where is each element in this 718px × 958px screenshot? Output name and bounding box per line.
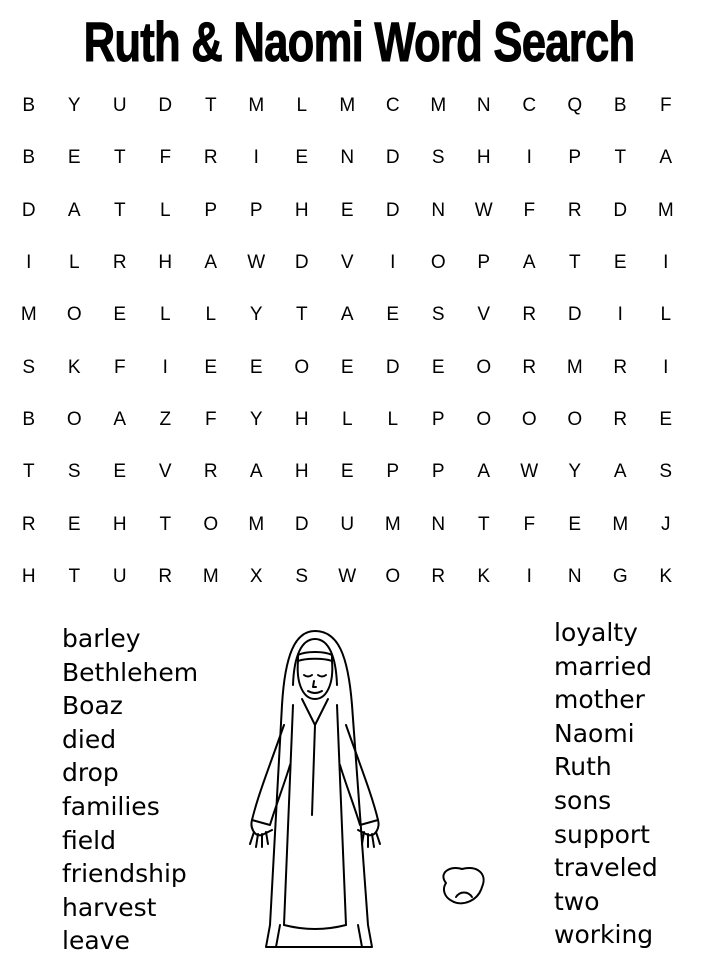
grid-letter: R <box>613 356 628 378</box>
grid-letter: E <box>340 199 354 221</box>
grid-letter: U <box>112 565 127 587</box>
grid-letter: B <box>22 147 36 169</box>
word-item: sons <box>554 785 612 815</box>
grid-letter: N <box>476 95 491 117</box>
grid-letter: S <box>295 565 309 587</box>
grid-letter: U <box>340 513 355 535</box>
grid-letter: L <box>159 304 171 326</box>
grid-letter: J <box>661 513 671 535</box>
grid-letter: B <box>22 408 36 430</box>
grid-letter: T <box>204 95 217 117</box>
grid-letter: M <box>248 95 265 117</box>
word-item: barley <box>62 624 141 653</box>
grid-letter: L <box>660 304 672 326</box>
grid-letter: S <box>67 461 81 483</box>
grid-letter: M <box>566 356 583 378</box>
grid-letter: A <box>477 461 491 483</box>
grid-letter: R <box>158 565 173 587</box>
grid-letter: V <box>158 461 172 483</box>
grid-letter: R <box>522 304 537 326</box>
word-item: Bethlehem <box>62 657 199 687</box>
grid-letter: M <box>339 95 356 117</box>
grid-letter: H <box>476 147 491 169</box>
word-item: working <box>554 920 654 950</box>
grid-letter: R <box>613 408 628 430</box>
grid-letter: V <box>477 304 491 326</box>
grid-letter: E <box>295 147 309 169</box>
grid-letter: L <box>159 199 171 221</box>
grid-letter: M <box>248 513 265 535</box>
grid-letter: N <box>431 199 446 221</box>
grid-letter: D <box>21 199 36 221</box>
grid-letter: F <box>159 147 172 169</box>
grid-letter: T <box>22 461 35 483</box>
grid-letter: D <box>385 356 400 378</box>
grid-letter: P <box>249 199 263 221</box>
grid-letter: R <box>21 513 36 535</box>
grid-letter: T <box>113 147 126 169</box>
grid-letter: S <box>659 461 673 483</box>
grid-letter: Z <box>159 408 172 430</box>
grid-letter: M <box>612 513 629 535</box>
grid-letter: P <box>386 461 400 483</box>
grid-letter: M <box>384 513 401 535</box>
grid-letter: I <box>162 356 168 378</box>
grid-letter: T <box>68 565 81 587</box>
grid-letter: A <box>659 147 673 169</box>
grid-letter: O <box>294 356 310 378</box>
grid-letter: P <box>568 147 582 169</box>
grid-letter: R <box>112 252 127 274</box>
grid-letter: W <box>338 565 357 587</box>
grid-letter: H <box>294 199 309 221</box>
word-item: died <box>62 724 117 754</box>
word-item: Naomi <box>554 718 635 748</box>
word-item: loyalty <box>554 618 638 647</box>
grid-letter: O <box>203 513 219 535</box>
grid-letter: N <box>567 565 582 587</box>
grid-letter: G <box>612 565 628 587</box>
grid-letter: H <box>21 565 36 587</box>
grid-letter: B <box>613 95 627 117</box>
grid-letter: A <box>67 199 81 221</box>
letter-grid <box>6 80 689 603</box>
grid-letter: Y <box>67 95 81 117</box>
naomi-illustration <box>240 625 540 955</box>
grid-letter: R <box>522 356 537 378</box>
grid-letter: E <box>386 304 400 326</box>
grid-letter: A <box>522 252 536 274</box>
grid-letter: C <box>385 95 400 117</box>
grid-letter: N <box>340 147 355 169</box>
grid-letter: A <box>204 252 218 274</box>
grid-letter: T <box>614 147 627 169</box>
word-item: traveled <box>554 853 658 883</box>
grid-letter: E <box>568 513 582 535</box>
grid-letter: Y <box>568 461 582 483</box>
grid-letter: D <box>158 95 173 117</box>
grid-letter: I <box>390 252 396 274</box>
word-item: drop <box>62 758 119 788</box>
grid-letter: I <box>526 565 532 587</box>
grid-letter: D <box>613 199 628 221</box>
grid-letter: E <box>113 304 127 326</box>
grid-letter: M <box>202 565 219 587</box>
word-item: Ruth <box>554 752 612 782</box>
grid-letter: I <box>663 356 669 378</box>
grid-letter: H <box>294 461 309 483</box>
page-title: Ruth & Naomi Word Search <box>83 10 635 73</box>
grid-letter: P <box>477 252 491 274</box>
word-item: families <box>62 791 160 821</box>
word-item: mother <box>554 685 645 715</box>
grid-letter: D <box>294 513 309 535</box>
grid-letter: H <box>112 513 127 535</box>
grid-letter: O <box>521 408 537 430</box>
grid-letter: T <box>159 513 172 535</box>
grid-letter: E <box>67 513 81 535</box>
grid-letter: M <box>430 95 447 117</box>
grid-letter: Y <box>249 304 263 326</box>
grid-letter: U <box>112 95 127 117</box>
grid-letter: M <box>20 304 37 326</box>
grid-letter: O <box>385 565 401 587</box>
grid-letter: D <box>294 252 309 274</box>
word-item: friendship <box>62 859 187 889</box>
grid-letter: D <box>567 304 582 326</box>
grid-letter: E <box>249 356 263 378</box>
grid-letter: I <box>253 147 259 169</box>
grid-letter: H <box>158 252 173 274</box>
word-item: field <box>62 825 116 855</box>
grid-letter: L <box>205 304 217 326</box>
grid-letter: L <box>296 95 308 117</box>
grid-letter: O <box>66 304 82 326</box>
grid-letter: R <box>431 565 446 587</box>
grid-letter: K <box>477 565 491 587</box>
grid-letter: O <box>66 408 82 430</box>
grid-letter: T <box>295 304 308 326</box>
grid-letter: R <box>203 147 218 169</box>
grid-letter: T <box>477 513 490 535</box>
grid-letter: R <box>567 199 582 221</box>
grid-letter: A <box>613 461 627 483</box>
grid-letter: Y <box>249 408 263 430</box>
grid-letter: A <box>340 304 354 326</box>
grid-letter: O <box>476 408 492 430</box>
grid-letter: A <box>113 408 127 430</box>
grid-letter: F <box>523 199 536 221</box>
word-item: harvest <box>62 892 157 922</box>
grid-letter: R <box>203 461 218 483</box>
grid-letter: K <box>67 356 81 378</box>
grid-letter: E <box>340 356 354 378</box>
grid-letter: I <box>663 252 669 274</box>
grid-letter: H <box>294 408 309 430</box>
grid-letter: S <box>22 356 36 378</box>
grid-letter: I <box>617 304 623 326</box>
grid-letter: T <box>568 252 581 274</box>
grid-letter: V <box>340 252 354 274</box>
word-item: leave <box>62 926 130 956</box>
grid-letter: I <box>526 147 532 169</box>
grid-letter: E <box>659 408 673 430</box>
grid-letter: L <box>68 252 80 274</box>
grid-letter: I <box>26 252 32 274</box>
grid-letter: Q <box>567 95 583 117</box>
grid-letter: X <box>249 565 263 587</box>
grid-letter: F <box>659 95 672 117</box>
grid-letter: F <box>113 356 126 378</box>
word-item: married <box>554 651 652 681</box>
word-item: support <box>554 819 650 849</box>
grid-letter: M <box>657 199 674 221</box>
grid-letter: S <box>431 304 445 326</box>
grid-letter: C <box>522 95 537 117</box>
grid-letter: O <box>430 252 446 274</box>
grid-letter: F <box>523 513 536 535</box>
grid-letter: L <box>341 408 353 430</box>
grid-letter: L <box>387 408 399 430</box>
grid-letter: E <box>340 461 354 483</box>
word-item: two <box>554 886 600 916</box>
grid-letter: K <box>659 565 673 587</box>
grid-letter: N <box>431 513 446 535</box>
grid-letter: B <box>22 95 36 117</box>
grid-letter: P <box>431 461 445 483</box>
grid-letter: D <box>385 199 400 221</box>
grid-letter: F <box>204 408 217 430</box>
grid-letter: A <box>249 461 263 483</box>
grid-letter: P <box>204 199 218 221</box>
word-list-right <box>554 616 658 952</box>
grid-letter: W <box>247 252 266 274</box>
grid-letter: W <box>520 461 539 483</box>
grid-letter: E <box>67 147 81 169</box>
grid-letter: T <box>113 199 126 221</box>
word-item: Boaz <box>62 691 123 721</box>
grid-letter: D <box>385 147 400 169</box>
grid-letter: E <box>431 356 445 378</box>
grid-letter: W <box>474 199 493 221</box>
grid-letter: P <box>431 408 445 430</box>
grid-letter: O <box>567 408 583 430</box>
grid-letter: S <box>431 147 445 169</box>
grid-letter: E <box>113 461 127 483</box>
word-list-left <box>62 622 198 958</box>
grid-letter: O <box>476 356 492 378</box>
grid-letter: E <box>613 252 627 274</box>
grid-letter: E <box>204 356 218 378</box>
